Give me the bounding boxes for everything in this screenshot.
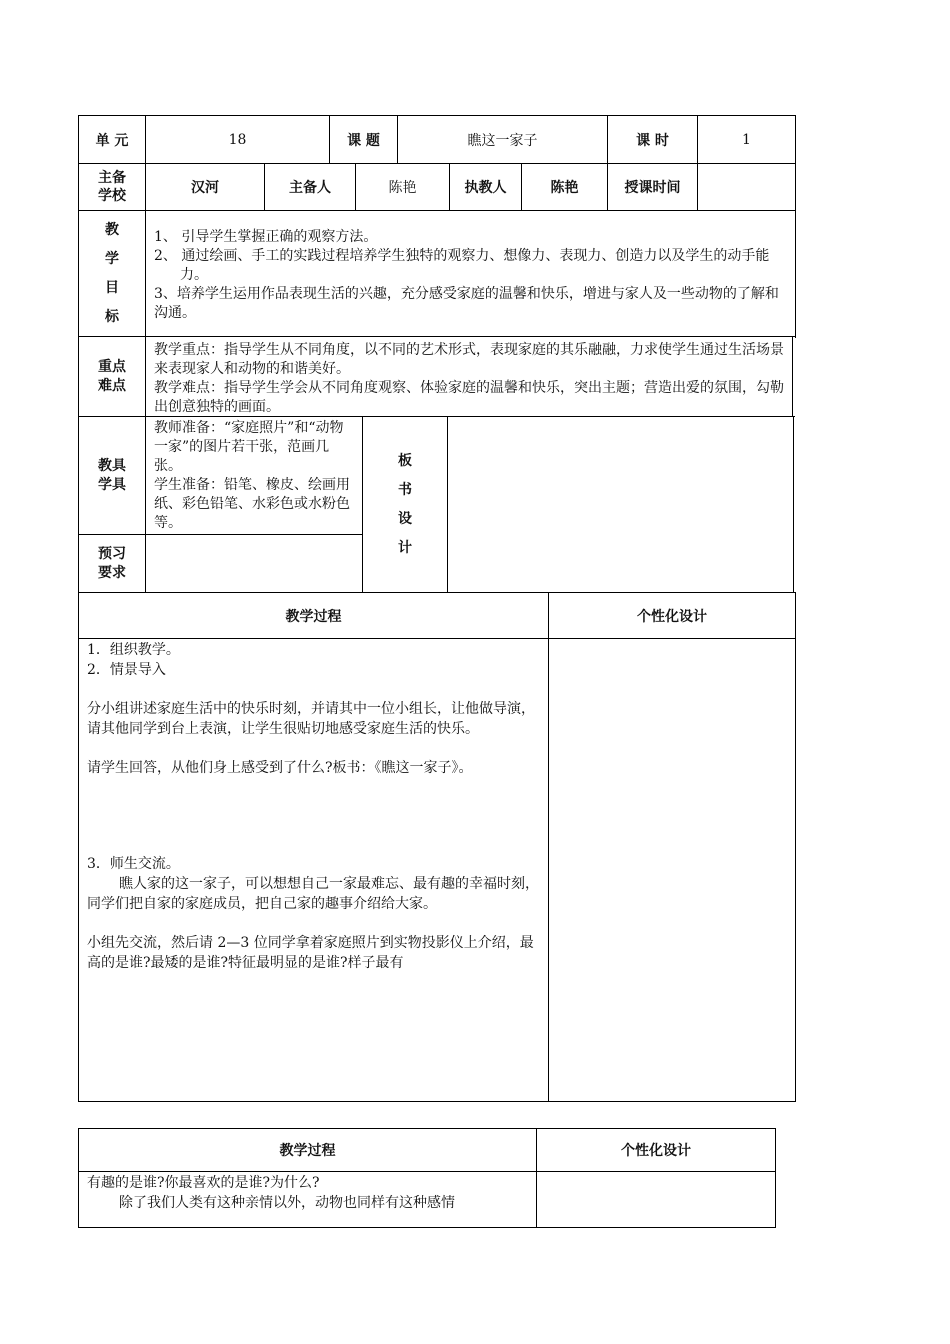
process-paragraph: 瞧人家的这一家子，可以想想自己一家最难忘、最有趣的幸福时刻，同学们把自家的家庭成员，把自己家的趣事介绍给大家。 bbox=[87, 876, 539, 912]
process-line bbox=[87, 680, 541, 699]
process-line bbox=[87, 816, 541, 835]
school-value: 汉河 bbox=[191, 180, 219, 196]
materials-content bbox=[154, 419, 356, 533]
process-line: 除了我们人类有这种亲情以外，动物也同样有这种感情 bbox=[119, 1195, 455, 1211]
objectives-list bbox=[154, 228, 788, 323]
preview-label: 预习要求 bbox=[98, 545, 126, 581]
process-content bbox=[87, 640, 541, 973]
preparer-label: 主备人 bbox=[289, 180, 331, 196]
process-paragraph: 小组先交流，然后请 2—3 位同学拿着家庭照片到实物投影仪上介绍，最高的是谁?最矮的是谁?特征最明显的是谁?样子最有 bbox=[87, 935, 534, 971]
preview-content bbox=[150, 538, 358, 588]
row-divider bbox=[78, 1171, 776, 1172]
key-points-label: 重点难点 bbox=[98, 358, 126, 394]
row-divider bbox=[78, 210, 796, 211]
process-paragraph: 分小组讲述家庭生活中的快乐时刻，并请其中一位小组长，让他做导演，请其他同学到台上表演，让学生很贴切地感受家庭生活的快乐。 bbox=[87, 701, 535, 737]
col-divider bbox=[792, 336, 793, 416]
objective-item: 2、 通过绘画、手工的实践过程培养学生独特的观察力、想像力、表现力、创造力以及学生的动手能力。 bbox=[154, 248, 770, 283]
student-prep: 学生准备：铅笔、橡皮、绘画用纸、彩色铅笔、水彩色或水粉色等。 bbox=[154, 477, 350, 531]
objectives-label: 教学目标 bbox=[105, 221, 119, 325]
teaching-focus: 教学重点：指导学生从不同角度，以不同的艺术形式，表现家庭的其乐融融，力求使学生通过生活场景来表现家人和动物的和谐美好。 bbox=[154, 342, 784, 377]
teacher-value: 陈艳 bbox=[550, 180, 579, 196]
col-divider bbox=[447, 416, 448, 592]
topic-value: 瞧这一家子 bbox=[467, 132, 538, 149]
process-content bbox=[87, 1173, 533, 1213]
process-line bbox=[87, 835, 541, 854]
teacher-label: 执教人 bbox=[464, 180, 507, 196]
personal-design-header: 个性化设计 bbox=[621, 1143, 691, 1159]
topic-label: 课 题 bbox=[347, 132, 380, 149]
time-value bbox=[698, 164, 795, 210]
process-line bbox=[87, 797, 541, 816]
period-value: 1 bbox=[742, 131, 751, 148]
table-border bbox=[795, 592, 796, 1102]
row-divider bbox=[78, 638, 796, 639]
row-divider bbox=[78, 336, 796, 337]
col-divider bbox=[793, 416, 794, 592]
process-column-header: 教学过程 bbox=[279, 1143, 336, 1159]
preparer-value: 陈艳 bbox=[388, 180, 417, 196]
unit-value: 18 bbox=[228, 131, 247, 148]
process-paragraph: 请学生回答，从他们身上感受到了什么?板书：《瞧这一家子》。 bbox=[87, 760, 473, 776]
objective-item: 1、 引导学生掌握正确的观察方法。 bbox=[154, 229, 378, 245]
objective-item: 3、培养学生运用作品表现生活的兴趣，充分感受家庭的温馨和快乐，增进与家人及一些动物的了解和沟通。 bbox=[154, 286, 779, 321]
board-design-area bbox=[452, 420, 788, 588]
teaching-difficulty: 教学难点：指导学生学会从不同角度观察、体验家庭的温馨和快乐，突出主题；营造出爱的氛围，勾勒出创意独特的画面。 bbox=[154, 380, 784, 415]
board-design-label: 板书设计 bbox=[398, 452, 412, 556]
time-label: 授课时间 bbox=[624, 180, 681, 196]
materials-label: 教具学具 bbox=[98, 457, 126, 493]
school-label: 主备学校 bbox=[98, 170, 126, 204]
table-border bbox=[78, 1101, 796, 1102]
row-divider bbox=[78, 1227, 776, 1228]
table-border bbox=[795, 115, 796, 338]
col-divider bbox=[548, 592, 549, 1101]
process-line: 3．师生交流。 bbox=[87, 856, 180, 872]
process-line bbox=[87, 739, 541, 758]
process-line bbox=[87, 778, 541, 797]
personal-design-header: 个性化设计 bbox=[637, 608, 707, 625]
process-column-header: 教学过程 bbox=[285, 608, 342, 625]
process-line: 1．组织教学。 bbox=[87, 642, 180, 658]
unit-label: 单 元 bbox=[95, 132, 129, 149]
period-label: 课 时 bbox=[636, 132, 669, 149]
process-line: 2．情景导入 bbox=[87, 662, 166, 678]
table-border bbox=[775, 1128, 776, 1228]
process-line: 有趣的是谁?你最喜欢的是谁?为什么? bbox=[87, 1175, 320, 1191]
key-points-content bbox=[154, 341, 788, 417]
teacher-prep: 教师准备：“家庭照片”和“动物一家”的图片若干张，范画几张。 bbox=[154, 420, 344, 474]
